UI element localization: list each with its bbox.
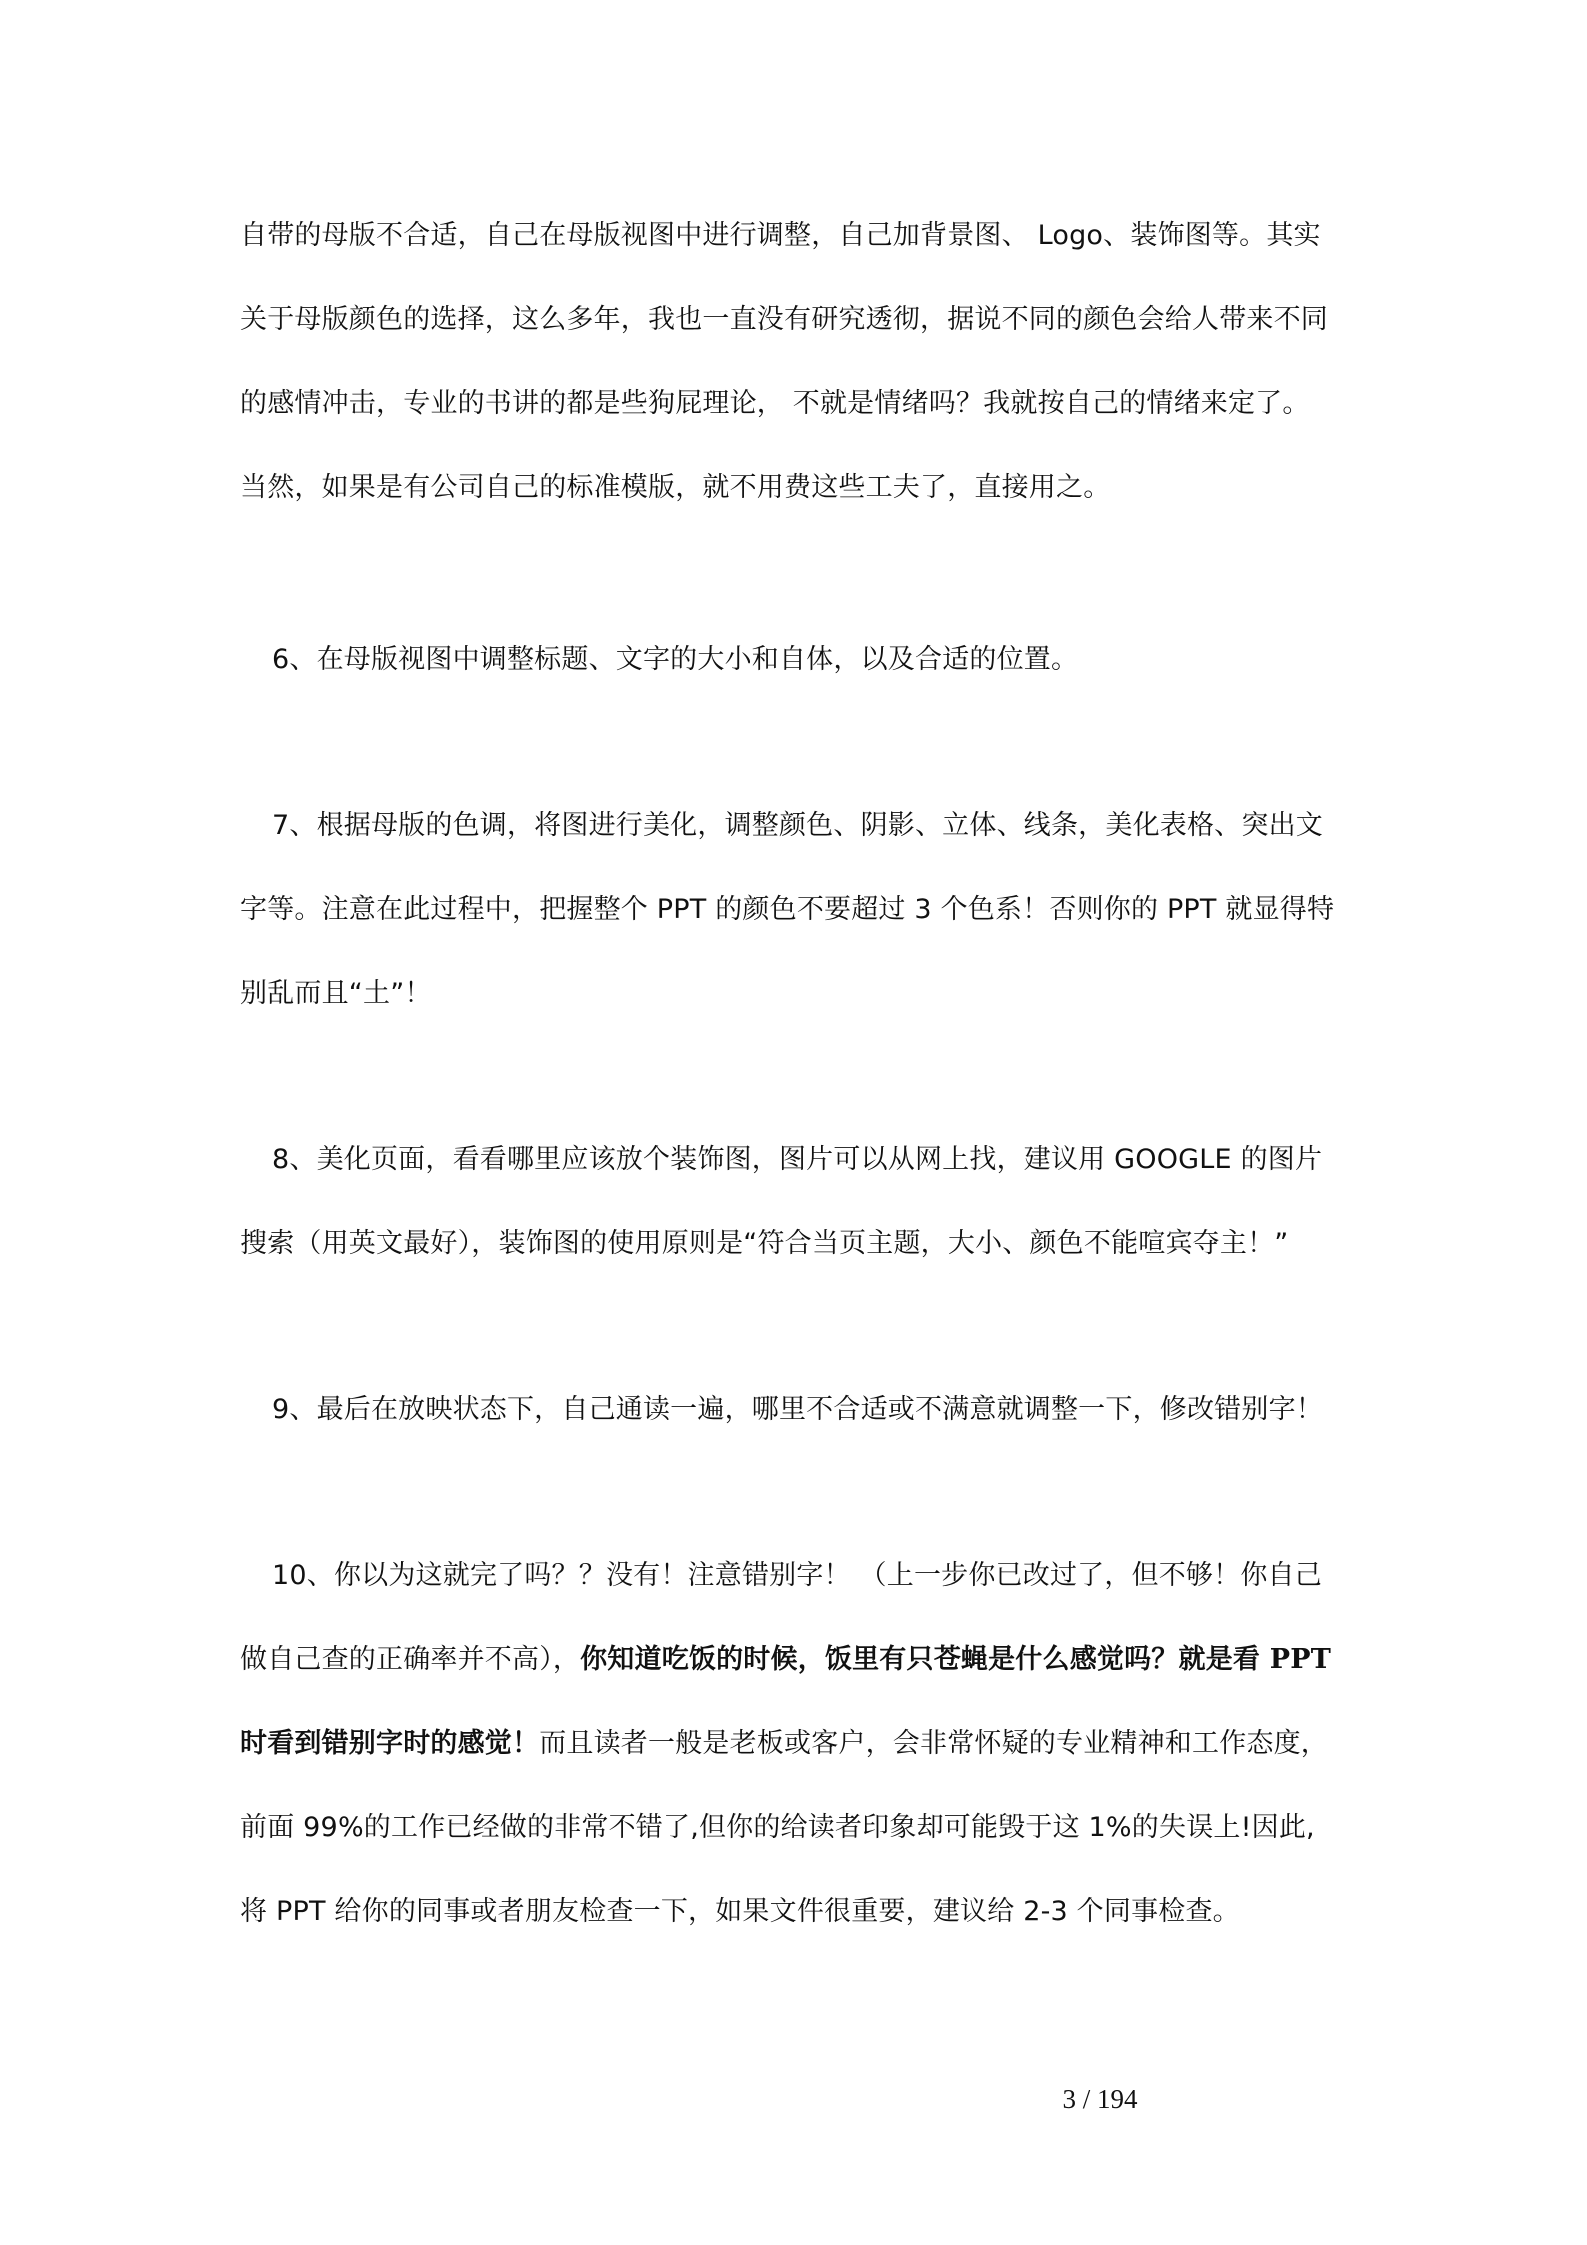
text-line: 9、最后在放映状态下，自己通读一遍，哪里不合适或不满意就调整一下，修改错别字！ xyxy=(272,1394,1323,1425)
text-line xyxy=(240,1702,1358,1786)
emphasis-text: 时看到错别字时的感觉！ xyxy=(240,1728,540,1759)
text-segment: 做自己查的正确率并不高）， xyxy=(240,1644,581,1675)
paragraph-step-7 xyxy=(240,784,1358,1036)
paragraph-step-8 xyxy=(240,1118,1358,1286)
text-line: 别乱而且“土”！ xyxy=(240,978,432,1009)
page-number: 3 / 194 xyxy=(1062,2084,1138,2114)
text-line: 6、在母版视图中调整标题、文字的大小和自体，以及合适的位置。 xyxy=(272,644,1079,675)
text-line: 自带的母版不合适，自己在母版视图中进行调整，自己加背景图、 Logo、装饰图等。其实 xyxy=(240,220,1321,251)
text-segment: 而且读者一般是老板或客户，会非常怀疑的专业精神和工作态度， xyxy=(539,1728,1329,1759)
paragraph-master-slide-intro xyxy=(240,194,1358,530)
text-line: 前面 99%的工作已经做的非常不错了,但你的给读者印象却可能毁于这 1%的失误上!因此, xyxy=(240,1812,1315,1843)
text-line xyxy=(240,1618,1358,1702)
text-line: 8、美化页面，看看哪里应该放个装饰图，图片可以从网上找，建议用 GOOGLE 的图片 xyxy=(272,1144,1323,1175)
paragraph-step-6 xyxy=(240,618,1358,702)
text-line: 搜索（用英文最好），装饰图的使用原则是“符合当页主题，大小、颜色不能喧宾夺主！” xyxy=(240,1228,1289,1259)
paragraph-step-9 xyxy=(240,1368,1358,1452)
text-line: 关于母版颜色的选择，这么多年，我也一直没有研究透彻，据说不同的颜色会给人带来不同 xyxy=(240,304,1328,335)
emphasis-text: 你知道吃饭的时候，饭里有只苍蝇是什么感觉吗？就是看 PPT xyxy=(580,1644,1332,1675)
text-line: 当然，如果是有公司自己的标准模版，就不用费这些工夫了，直接用之。 xyxy=(240,472,1111,503)
paragraph-step-10 xyxy=(240,1534,1358,1954)
text-line: 将 PPT 给你的同事或者朋友检查一下，如果文件很重要，建议给 2-3 个同事检查。 xyxy=(240,1896,1240,1927)
text-line: 字等。注意在此过程中，把握整个 PPT 的颜色不要超过 3 个色系！否则你的 PPT 就显得特 xyxy=(240,894,1335,925)
text-line: 10、你以为这就完了吗？？没有！注意错别字！ （上一步你已改过了，但不够！你自己 xyxy=(272,1560,1322,1591)
text-line: 7、根据母版的色调，将图进行美化，调整颜色、阴影、立体、线条，美化表格、突出文 xyxy=(272,810,1323,841)
text-line: 的感情冲击，专业的书讲的都是些狗屁理论， 不就是情绪吗？我就按自己的情绪来定了。 xyxy=(240,388,1310,419)
